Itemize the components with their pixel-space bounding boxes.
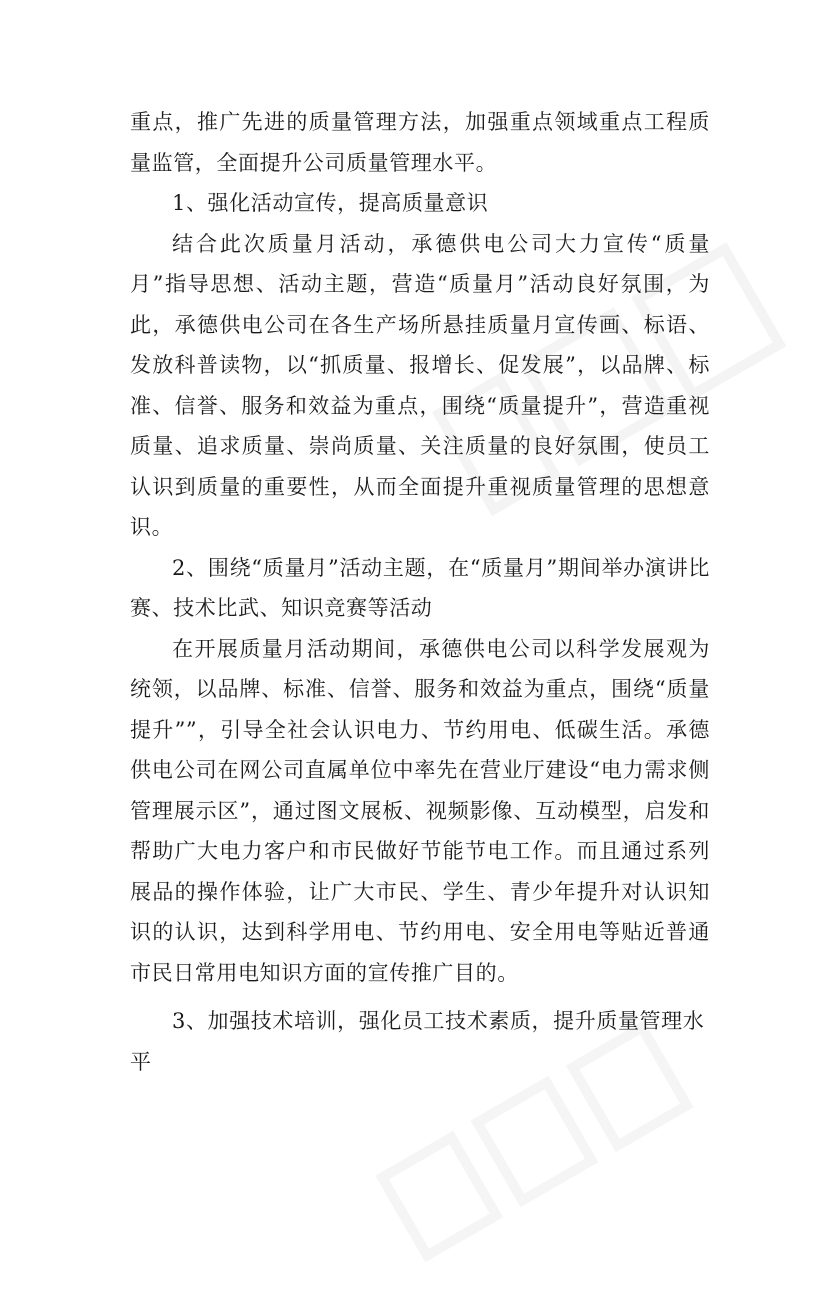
paragraph-section-1: 结合此次质量月活动，承德供电公司大力宣传“质量月”指导思想、活动主题，营造“质量月”活动良好氛围，为此，承德供电公司在各生产场所悬挂质量月宣传画、标语、发放科普读物，以“抓质量、报增长、促发展”，以品牌、标准、信誉、服务和效益为重点，围绕“质量提升”，营造重视质量、追求质量、崇尚质量、关注质量的良好氛围，使员工认识到质量的重要性，从而全面提升重视质量管理的思想意识。 xyxy=(130,231,710,539)
paragraph-section-2: 在开展质量月活动期间，承德供电公司以科学发展观为统领，以品牌、标准、信誉、服务和效益为重点，围绕“质量提升””，引导全社会认识电力、节约用电、低碳生活。承德供电公司在网公司直属单位中率先在营业厅建设“电力需求侧管理展示区”，通过图文展板、视频影像、互动模型，启发和帮助广大电力客户和市民做好节能节电工作。而且通过系列展品的操作体验，让广大市民、学生、青少年提升对认识知识的认识，达到科学用电、节约用电、安全用电等贴近普通市民日常用电知识方面的宣传推广目的。 xyxy=(130,636,710,985)
document-body xyxy=(130,102,710,1082)
section-heading-2: 2、围绕“质量月”活动主题，在“质量月”期间举办演讲比赛、技术比武、知识竞赛等活动 xyxy=(130,555,710,620)
section-heading-1: 1、强化活动宣传，提高质量意识 xyxy=(172,191,489,215)
paragraph-continued: 重点，推广先进的质量管理方法，加强重点领域重点工程质量监管，全面提升公司质量管理水平。 xyxy=(130,110,710,175)
section-heading-3: 3、加强技术培训，强化员工技术素质，提升质量管理水平 xyxy=(130,1009,705,1074)
